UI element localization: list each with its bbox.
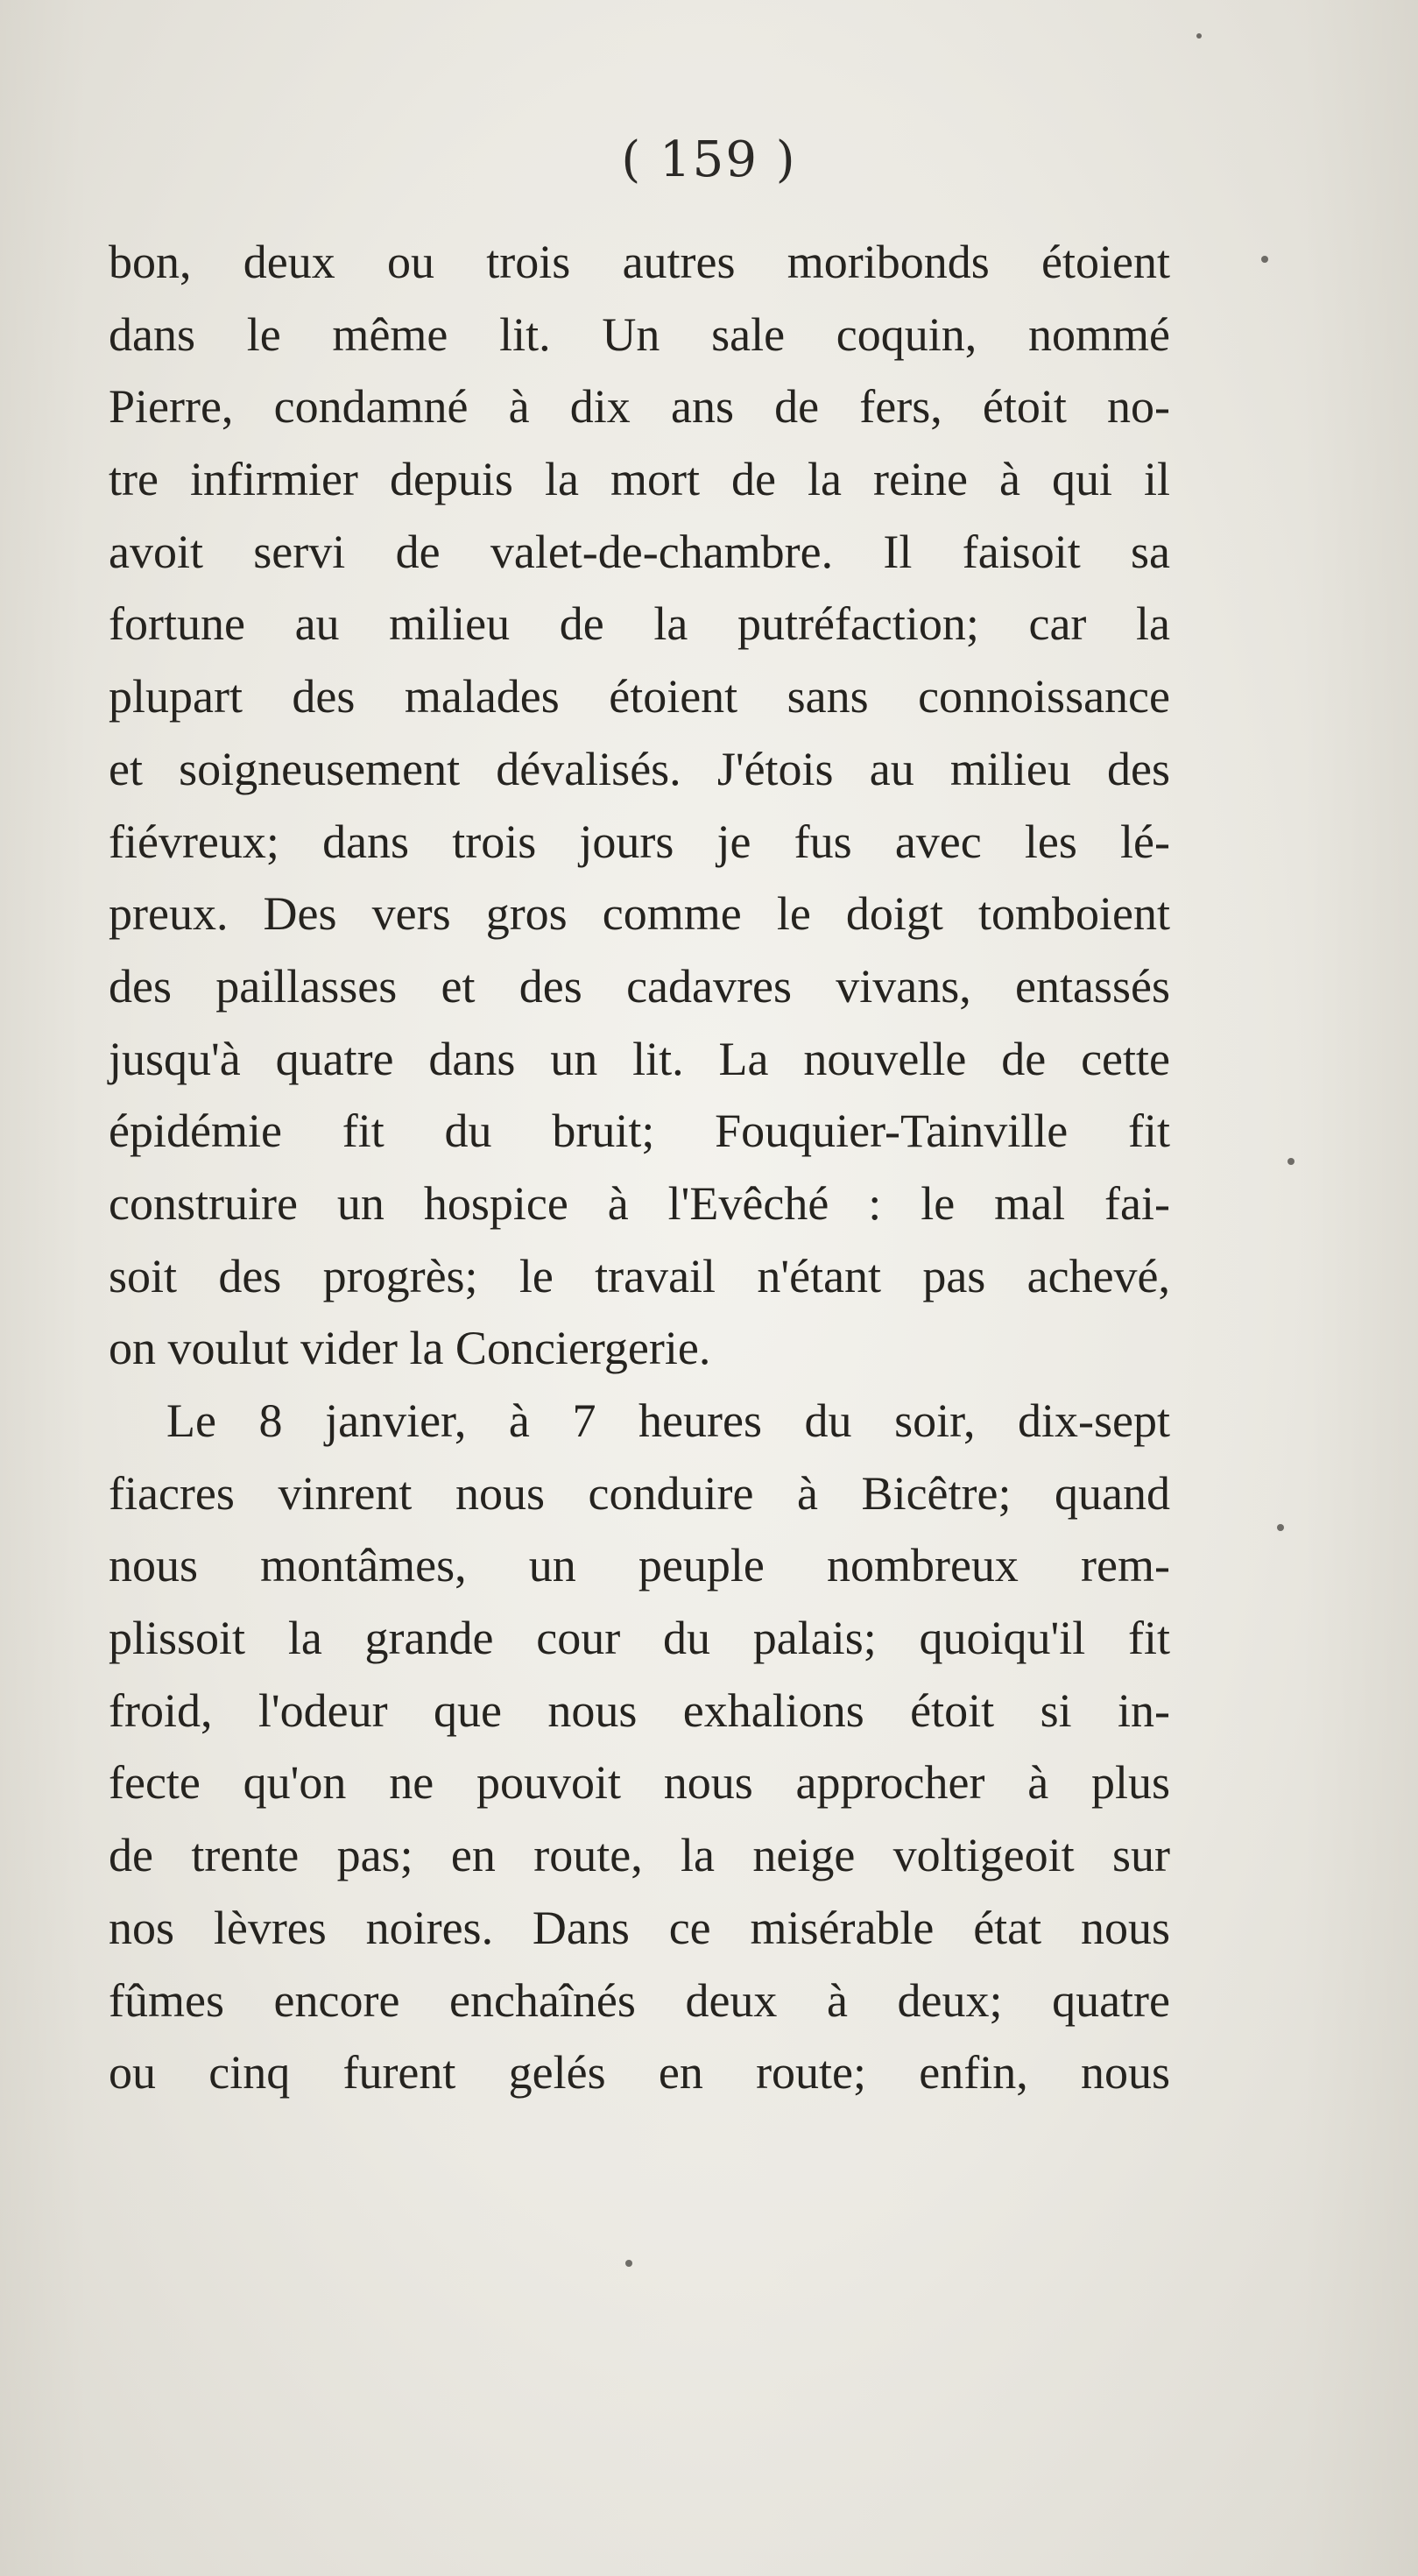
text-line: dans le même lit. Un sale coquin, nommé [109,307,1170,361]
body-text [109,226,1170,2109]
paper-speck [625,2260,632,2267]
text-line: Pierre, condamné à dix ans de fers, étoit no- [109,380,1170,434]
paper-speck [1196,33,1202,39]
page-number: ( 159 ) [621,131,797,188]
text-line: et soigneusement dévalisés. J'étois au milieu des [109,742,1170,795]
text-line: preux. Des vers gros comme le doigt tomboient [109,887,1170,941]
text-line: Le 8 janvier, à 7 heures du soir, dix-sept [166,1394,1170,1447]
text-line: construire un hospice à l'Evêché : le mal fai- [109,1176,1170,1230]
text-line: fortune au milieu de la putréfaction; car la [109,597,1170,651]
text-line: épidémie fit du bruit; Fouquier-Tainville fit [109,1105,1170,1158]
text-line: plupart des malades étoient sans connoissance [109,670,1170,723]
text-line: plissoit la grande cour du palais; quoiqu'il fit [109,1612,1170,1665]
text-line: fûmes encore enchaînés deux à deux; quatre [109,1973,1170,2027]
text-line: bon, deux ou trois autres moribonds étoient [109,236,1170,288]
text-line: ou cinq furent gelés en route; enfin, nous [109,2046,1170,2100]
text-line: avoit servi de valet-de-chambre. Il faisoit sa [109,525,1170,578]
text-line: nous montâmes, un peuple nombreux rem- [109,1539,1170,1592]
text-line: fiacres vinrent nous conduire à Bicêtre; quand [109,1466,1170,1520]
text-line: tre infirmier depuis la mort de la reine à qui il [109,453,1170,506]
text-line: fecte qu'on ne pouvoit nous approcher à plus [109,1756,1170,1810]
paper-speck [1277,1524,1284,1531]
text-line: froid, l'odeur que nous exhalions étoit si in- [109,1683,1170,1737]
text-line: nos lèvres noires. Dans ce misérable état nous [109,1901,1170,1954]
text-line: jusqu'à quatre dans un lit. La nouvelle de cette [109,1032,1170,1085]
text-line: fiévreux; dans trois jours je fus avec les lé- [109,815,1170,868]
paper-speck [1287,1158,1295,1165]
paper-speck [1261,256,1268,263]
text-line: soit des progrès; le travail n'étant pas achevé, [109,1249,1170,1302]
text-line: on voulut vider la Conciergerie. [109,1322,711,1375]
text-line: des paillasses et des cadavres vivans, entassés [109,959,1170,1013]
text-line: de trente pas; en route, la neige voltigeoit sur [109,1829,1170,1882]
